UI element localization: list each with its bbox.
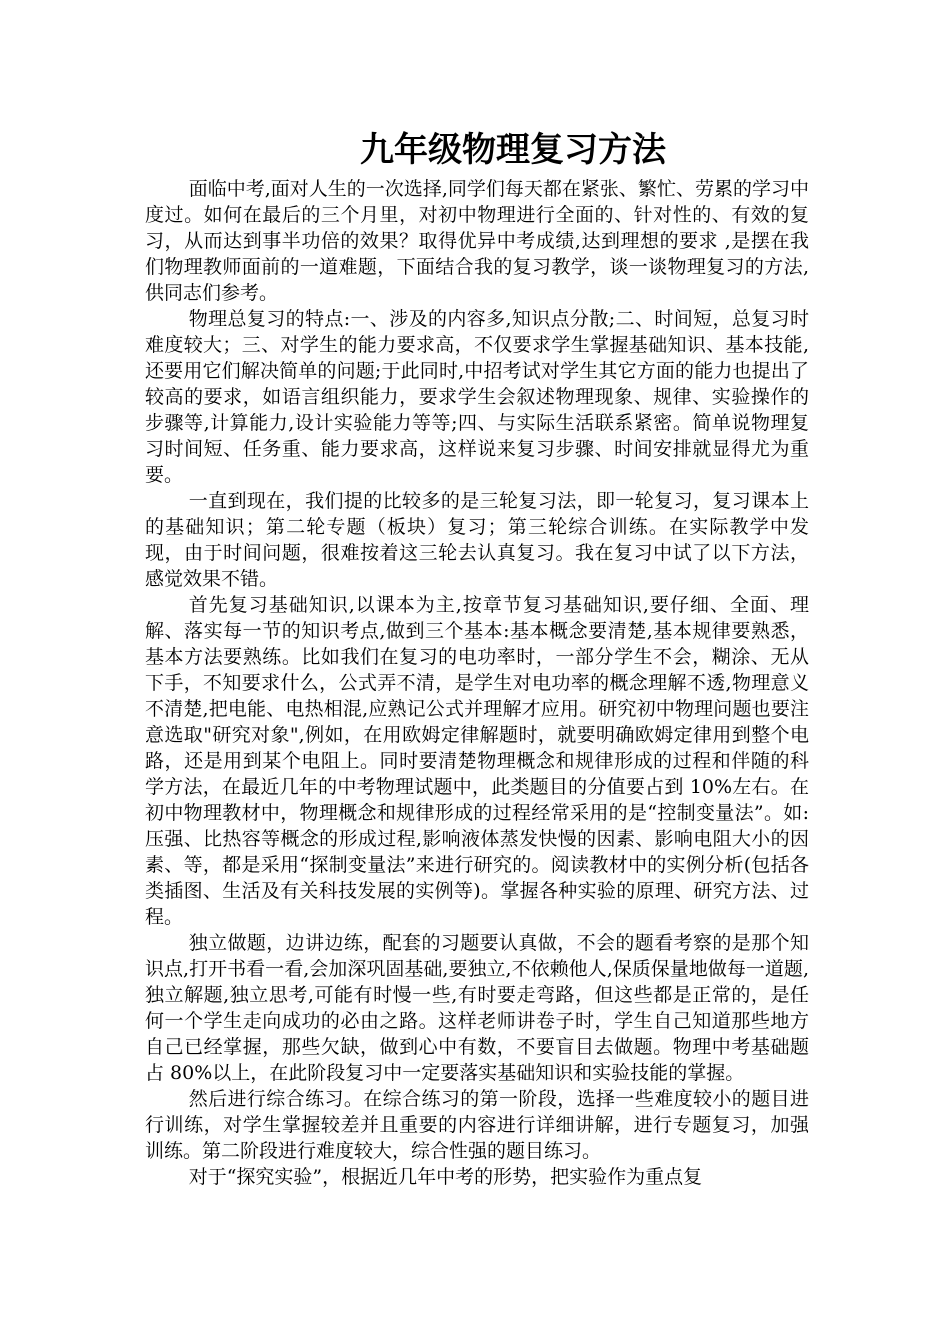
paragraph-7: 对于“探究实验”，根据近几年中考的形势，把实验作为重点复 <box>188 1166 703 1188</box>
paragraph-2: 物理总复习的特点:一、涉及的内容多,知识点分散;二、时间短，总复习时难度较大；三、对学生的能力要求高，不仅要求学生掌握基础知识、基本技能,还要用它们解决简单的问题;于此同时,中招考试对学生其它方面的能力也提出了较高的要求，如语言组织能力，要求学生会叙述物理现象、规律、实验操作的步骤等,计算能力,设计实验能力等等;四、与实际生活联系紧密。简单说物理复习时间短、任务重、能力要求高，这样说来复习步骤、时间安排就显得尤为重要。 <box>145 308 809 486</box>
paragraph-6: 然后进行综合练习。在综合练习的第一阶段，选择一些难度较小的题目进行训练，对学生掌握较差并且重要的内容进行详细讲解，进行专题复习，加强训练。第二阶段进行难度较大，综合性强的题目练习。 <box>145 1088 809 1162</box>
document-body <box>145 176 809 1190</box>
document-title: 九年级物理复习方法 <box>360 130 666 170</box>
paragraph-4: 首先复习基础知识,以课本为主,按章节复习基础知识,要仔细、全面、理解、落实每一节的知识考点,做到三个基本:基本概念要清楚,基本规律要熟悉，基本方法要熟练。比如我们在复习的电功率时，一部分学生不会，糊涂、无从下手，不知要求什么，公式弄不清，是学生对电功率的概念理解不透,物理意义不清楚,把电能、电热相混,应熟记公式并理解才应用。研究初中物理问题也要注意选取"研究对象",例如，在用欧姆定律解题时，就要明确欧姆定律用到整个电路，还是用到某个电阻上。同时要清楚物理概念和规律形成的过程和伴随的科学方法，在最近几年的中考物理试题中，此类题目的分值要占到 10%左右。在初中物理教材中，物理概念和规律形成的过程经常采用的是“控制变量法”。如:压强、比热容等概念的形成过程,影响液体蒸发快慢的因素、影响电阻大小的因素、等，都是采用“探制变量法”来进行研究的。阅读教材中的实例分析(包括各类插图、生活及有关科技发展的实例等)。掌握各种实验的原理、研究方法、过程。 <box>145 594 809 928</box>
paragraph-1: 面临中考,面对人生的一次选择,同学们每天都在紧张、繁忙、劳累的学习中度过。如何在最后的三个月里，对初中物理进行全面的、针对性的、有效的复习，从而达到事半功倍的效果？取得优异中考成绩,达到理想的要求 ,是摆在我们物理教师面前的一道难题，下面结合我的复习教学，谈一谈物理复习的方法,供同志们参考。 <box>145 178 809 304</box>
paragraph-5: 独立做题，边讲边练，配套的习题要认真做，不会的题看考察的是那个知识点,打开书看一看,会加深巩固基础,要独立,不依赖他人,保质保量地做每一道题,独立解题,独立思考,可能有时慢一些,有时要走弯路，但这些都是正常的，是任何一个学生走向成功的必由之路。这样老师讲卷子时，学生自己知道那些地方自己已经掌握，那些欠缺，做到心中有数，不要盲目去做题。物理中考基础题占 80%以上，在此阶段复习中一定要落实基础知识和实验技能的掌握。 <box>145 932 809 1084</box>
paragraph-3: 一直到现在，我们提的比较多的是三轮复习法，即一轮复习，复习课本上的基础知识；第二轮专题（板块）复习；第三轮综合训练。在实际教学中发现，由于时间问题，很难按着这三轮去认真复习。我在复习中试了以下方法，感觉效果不错。 <box>145 490 809 590</box>
